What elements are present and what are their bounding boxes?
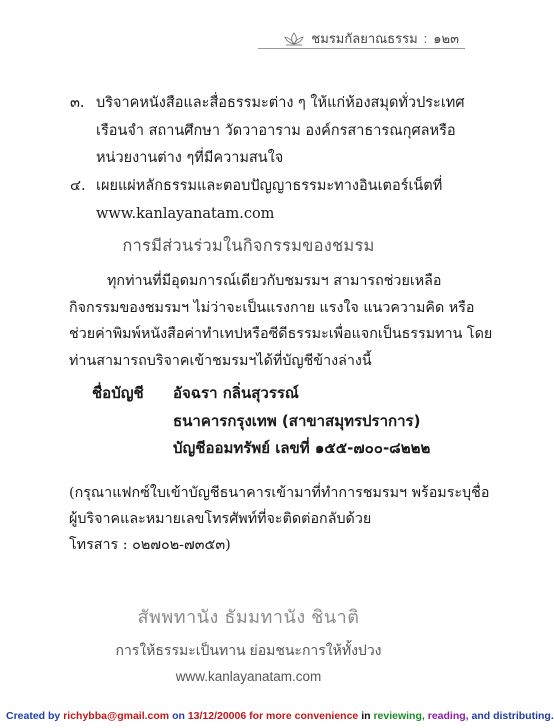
footer-motto: สัพพทานัง ธัมมทานัง ชินาติ <box>137 607 360 627</box>
item-line: บริจาคหนังสือและสื่อธรรมะต่าง ๆ ให้แก่ห้องสมุดทั่วประเทศ <box>96 95 465 111</box>
credit-email[interactable]: richybba@gmail.com <box>63 710 170 722</box>
item-line: เรือนจำ สถานศึกษา วัดวาอาราม องค์กรสาธารณกุศลหรือ <box>96 122 456 139</box>
note-line: ผู้บริจาคและหมายเลขโทรศัพท์ที่จะติดต่อกลับด้วย <box>69 511 372 527</box>
page-number: ๑๒๓ <box>433 31 459 46</box>
bank-account-block <box>92 380 430 463</box>
item-number: ๓. <box>70 95 85 111</box>
website-link[interactable]: www.kanlayanatam.com <box>96 205 275 222</box>
participation-paragraph <box>69 268 493 374</box>
account-number: บัญชีออมทรัพย์ เลขที่ ๑๕๕-๗๐๐-๘๒๒๒ <box>173 439 431 457</box>
header-title: ชมรมกัลยาณธรรม <box>311 31 418 46</box>
credit-word-reading: reading, <box>427 710 469 722</box>
paragraph-line: ท่านสามารถบริจาคเข้าชมรมฯได้ที่บัญชีข้างล่างนี้ <box>69 352 372 369</box>
footer-translation: การให้ธรรมะเป็นทาน ย่อมชนะการให้ทั้งปวง <box>115 642 382 658</box>
paragraph-line: ทุกท่านที่มีอุดมการณ์เดียวกับชมรมฯ สามารถช่วยเหลือ <box>107 273 442 289</box>
paragraph-line: กิจกรรมของชมรมฯ ไม่ว่าจะเป็นแรงกาย แรงใจ แนวความคิด หรือ <box>69 299 475 316</box>
fax-note <box>69 480 489 558</box>
credit-text: Created by <box>6 710 61 722</box>
header-separator: : <box>423 31 428 46</box>
bank-name: ธนาคารกรุงเทพ (สาขาสมุทรปราการ) <box>173 411 421 430</box>
paragraph-line: ช่วยค่าพิมพ์หนังสือค่าทำเทปหรือซีดีธรรมะเพื่อแจกเป็นธรรมทาน โดย <box>69 326 493 342</box>
header-rule <box>258 48 465 49</box>
item-line: เผยแผ่หลักธรรมและตอบปัญญาธรรมะทางอินเตอร์เน็ตที่ <box>96 178 443 194</box>
item-line: หน่วยงานต่าง ๆที่มีความสนใจ <box>96 150 284 166</box>
credit-word-reviewing: reviewing, <box>373 710 425 722</box>
credit-text: and distributing. <box>471 710 554 722</box>
account-label: ชื่อบัญชี <box>92 384 144 402</box>
creator-credit <box>6 710 554 722</box>
note-line: โทรสาร : ๐๒๗๐๒-๗๓๕๓) <box>69 537 231 553</box>
section-title: การมีส่วนร่วมในกิจกรรมของชมรม <box>122 237 375 255</box>
credit-text: in <box>361 710 371 722</box>
lotus-icon <box>283 32 305 46</box>
account-name: อัจฉรา กลิ่นสุวรรณ์ <box>173 384 299 402</box>
page-header <box>283 28 459 49</box>
credit-text: on <box>172 710 185 722</box>
credit-text: for more convenience <box>249 710 359 722</box>
credit-date: 13/12/20006 <box>187 710 247 722</box>
item-number: ๔. <box>70 178 86 194</box>
note-line: (กรุณาแฟกซ์ใบเข้าบัญชีธนาคารเข้ามาที่ทำการชมรมฯ พร้อมระบุชื่อ <box>69 485 490 501</box>
footer-website-link[interactable]: www.kanlayanatam.com <box>175 669 322 684</box>
